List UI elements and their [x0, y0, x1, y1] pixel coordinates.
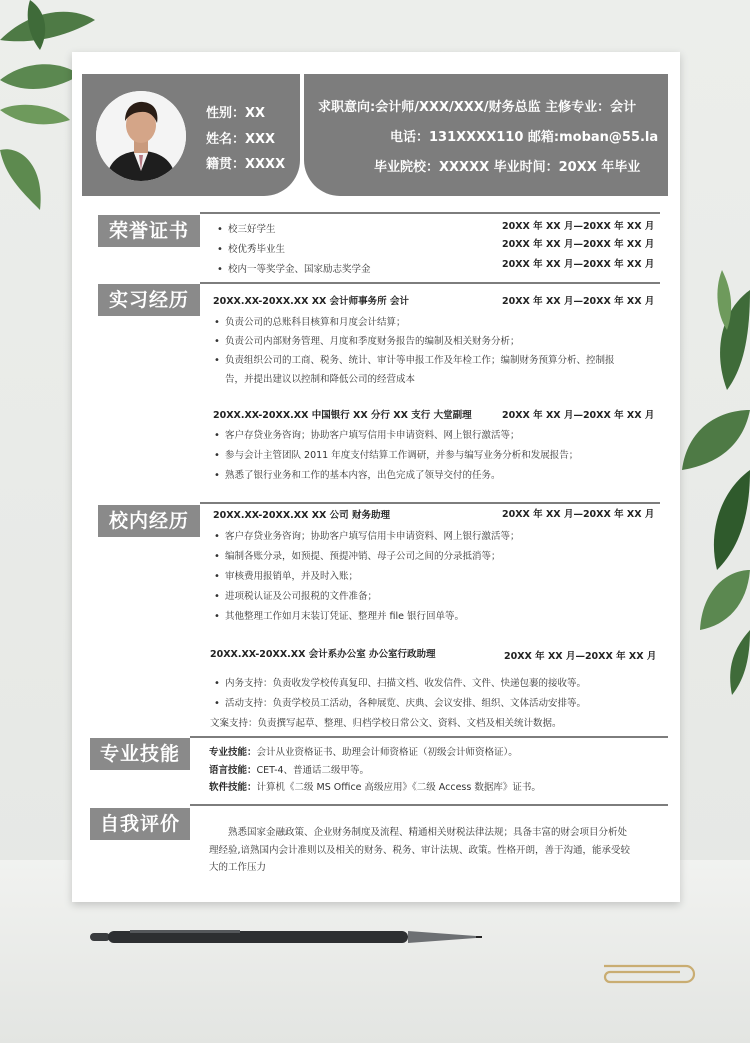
- honor-date: 20XX 年 XX 月—20XX 年 XX 月: [502, 221, 655, 232]
- section-title-skills: 专业技能: [90, 738, 190, 770]
- skill-label: 语言技能：: [209, 765, 257, 776]
- job-intent-text: 求职意向:会计师/XXX/XXX/财务总监 主修专业：会计: [318, 100, 637, 115]
- honor-date: 20XX 年 XX 月—20XX 年 XX 月: [502, 259, 655, 270]
- job-bullet: • 客户存贷业务咨询；协助客户填写信用卡申请资料、网上银行激活等；: [225, 530, 520, 544]
- name-text: 姓名：XXX: [206, 132, 276, 147]
- school-text: 毕业院校：XXXXX 毕业时间：20XX 年毕业: [374, 160, 641, 175]
- section-title-honors: 荣誉证书: [98, 215, 200, 247]
- honor-item: • 校三好学生: [228, 223, 276, 237]
- self-eval-line: 熟悉国家金融政策、企业财务制度及流程、精通相关财税法律法规；具备丰富的财会项目分析处: [228, 827, 628, 838]
- job-bullet-continuation: 告，并提出建议以控制和降低公司的经营成本: [225, 374, 416, 385]
- job-bullet: • 负责组织公司的工商、税务、统计、审计等申报工作及年检工作；编制财务预算分析、控制报: [225, 354, 615, 368]
- job-bullet: • 审核费用报销单，并及时入账；: [225, 570, 358, 584]
- paperclip-icon: [594, 958, 698, 984]
- section-title-campus: 校内经历: [98, 505, 200, 537]
- skill-line: [209, 746, 518, 760]
- campus-divider: [200, 502, 660, 504]
- job-bullet: • 参与会计主管团队 2011 年度支付结算工作调研，并参与编写业务分析和发展报告；: [225, 449, 578, 463]
- honor-item: • 校内一等奖学金、国家励志奖学金: [228, 263, 371, 277]
- job-date: 20XX 年 XX 月—20XX 年 XX 月: [502, 509, 655, 520]
- job-heading: 20XX.XX-20XX.XX 会计系办公室 办公室行政助理: [210, 649, 436, 660]
- avatar: [96, 91, 186, 181]
- job-bullet: • 编制各账分录，如预提、预提冲销、母子公司之间的分录抵消等；: [225, 550, 501, 564]
- honor-item: • 校优秀毕业生: [228, 243, 285, 257]
- skill-text: 会计从业资格证书、助理会计师资格证（初级会计师资格证）。: [256, 747, 518, 758]
- job-date: 20XX 年 XX 月—20XX 年 XX 月: [502, 410, 655, 421]
- section-title-internship: 实习经历: [98, 284, 200, 316]
- pen-icon: [90, 928, 482, 946]
- contact-text: 电话：131XXXX110 邮箱:moban@55.la: [390, 130, 659, 145]
- job-bullet: • 进项税认证及公司报税的文件准备；: [225, 590, 377, 604]
- skill-line: [209, 764, 369, 778]
- job-extra-line: 文案支持：负责撰写起草、整理、归档学校日常公文、资料、文档及相关统计数据。: [210, 718, 562, 729]
- job-bullet: • 负责公司内部财务管理、月度和季度财务报告的编制及相关财务分析；: [225, 335, 520, 349]
- job-heading: 20XX.XX-20XX.XX 中国银行 XX 分行 XX 支行 大堂副理: [213, 410, 472, 421]
- plant-right-icon: [672, 270, 750, 700]
- self-eval-line: 理经验,谙熟国内会计准则以及相关的财务、税务、审计法规、政策。性格开朗，善于沟通，能承受较: [209, 845, 631, 856]
- skill-text: CET-4、普通话二级甲等。: [256, 765, 370, 776]
- skills-divider: [190, 736, 668, 738]
- self-eval-line: 大的工作压力: [209, 862, 267, 873]
- job-date: 20XX 年 XX 月—20XX 年 XX 月: [504, 651, 657, 662]
- skill-label: 软件技能：: [209, 782, 257, 793]
- honors-divider: [200, 212, 660, 214]
- native-place-text: 籍贯：XXXX: [206, 157, 286, 172]
- internship-divider: [200, 282, 660, 284]
- gender-text: 性别：XX: [206, 106, 266, 121]
- person-photo-icon: [96, 91, 186, 181]
- job-heading: 20XX.XX-20XX.XX XX 会计师事务所 会计: [213, 296, 409, 307]
- job-bullet: • 熟悉了银行业务和工作的基本内容，出色完成了领导交付的任务。: [225, 469, 501, 483]
- job-bullet: • 其他整理工作如月末装订凭证、整理并 file 银行回单等。: [225, 610, 464, 624]
- resume-paper: [72, 52, 680, 902]
- honor-date: 20XX 年 XX 月—20XX 年 XX 月: [502, 239, 655, 250]
- job-date: 20XX 年 XX 月—20XX 年 XX 月: [502, 296, 655, 307]
- job-heading: 20XX.XX-20XX.XX XX 公司 财务助理: [213, 510, 390, 521]
- skill-label: 专业技能：: [209, 747, 257, 758]
- job-bullet: • 活动支持：负责学校员工活动，各种展览、庆典、会议安排、组织、文体活动安排等。: [225, 697, 586, 711]
- self-divider: [190, 804, 668, 806]
- skill-text: 计算机《二级 MS Office 高级应用》《二级 Access 数据库》证书。: [256, 782, 541, 793]
- section-title-self: 自我评价: [90, 808, 190, 840]
- job-bullet: • 内务支持：负责收发学校传真复印、扫描文档、收发信件、文件、快递包裹的接收等。: [225, 677, 586, 691]
- job-bullet: • 负责公司的总账科目核算和月度会计结算；: [225, 316, 406, 330]
- skill-line: [209, 781, 541, 795]
- job-bullet: • 客户存贷业务咨询；协助客户填写信用卡申请资料、网上银行激活等；: [225, 429, 520, 443]
